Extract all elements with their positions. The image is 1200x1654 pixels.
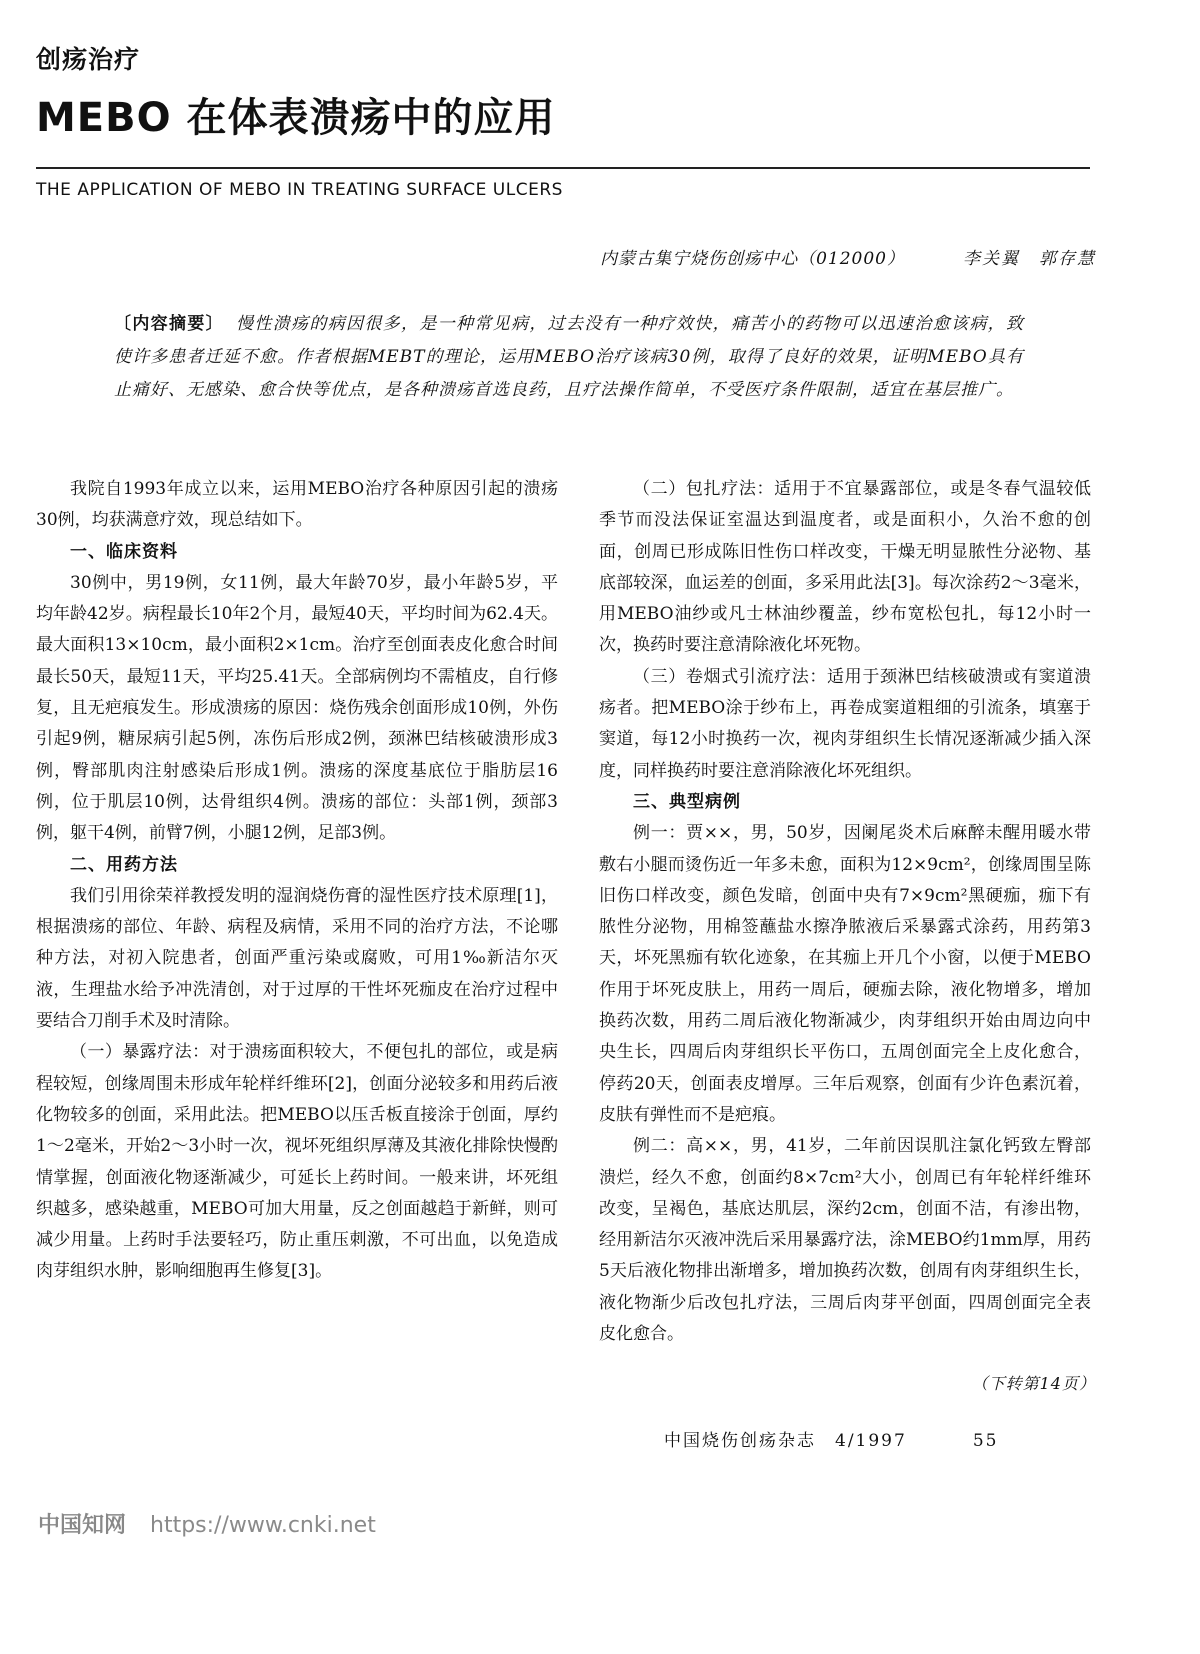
affiliation: 内蒙古集宁烧伤创疡中心（012000） <box>600 249 905 269</box>
page-footer <box>664 1426 998 1451</box>
article-title: MEBO 在体表溃疡中的应用 <box>36 95 556 141</box>
section-heading-clinical: 一、临床资料 <box>70 541 178 562</box>
right-column <box>599 474 1091 1350</box>
section-heading-cases: 三、典型病例 <box>633 791 741 812</box>
abstract <box>114 308 1024 407</box>
clinical-data-paragraph: 30例中，男19例，女11例，最大年龄70岁，最小年龄5岁，平均年龄42岁。病程最长10年2个月，最短40天，平均时间为62.4天。最大面积13×10cm，最小面积2×1cm。治疗至创面表皮化愈合时间最长50天，最短11天，平均25.41天。全部病例均不需植皮，自行修复，且无疤痕发生。形成溃疡的原因：烧伤残余创面形成10例，外伤引起9例，糖尿病引起5例，冻伤后形成2例，颈淋巴结核破溃形成3例，臀部肌肉注射感染后形成1例。溃疡的深度基底位于脂肪层16例，位于肌层10例，达骨组织4例。溃疡的部位：头部1例，颈部3例，躯干4例，前臂7例，小腿12例，足部3例。 <box>36 572 558 844</box>
english-title: THE APPLICATION OF MEBO IN TREATING SURFACE ULCERS <box>36 180 563 200</box>
section-tag: 创疡治疗 <box>36 45 141 74</box>
watermark-url: https://www.cnki.net <box>150 1513 376 1538</box>
continued-note: （下转第14页） <box>971 1374 1096 1393</box>
bandage-therapy-paragraph: （二）包扎疗法：适用于不宜暴露部位，或是冬春气温较低季节而没法保证室温达到温度者，或是面积小，久治不愈的创面，创周已形成陈旧性伤口样改变，干燥无明显脓性分泌物、基底部较深，血运差的创面，多采用此法[3]。每次涂药2～3毫米，用MEBO油纱或凡士林油纱覆盖，纱布宽松包扎，每12小时一次，换药时要注意清除液化坏死物。 <box>599 479 1091 656</box>
title-rule <box>36 167 1090 169</box>
intro-paragraph: 我院自1993年成立以来，运用MEBO治疗各种原因引起的溃疡30例，均获满意疗效，现总结如下。 <box>36 479 558 531</box>
section-heading-method: 二、用药方法 <box>70 854 178 875</box>
affiliation-line <box>600 244 1096 269</box>
cnki-watermark <box>38 1508 376 1539</box>
case-one-paragraph: 例一：贾××，男，50岁，因阑尾炎术后麻醉未醒用暖水带敷右小腿而烫伤近一年多未愈，面积为12×9cm²，创缘周围呈陈旧伤口样改变，颜色发暗，创面中央有7×9cm²黑硬痂，痂下有脓性分泌物，用棉签蘸盐水擦净脓液后采暴露式涂药，用药第3天，坏死黑痂有软化迹象，在其痂上开几个小窗，以便于MEBO作用于坏死皮肤上，用药一周后，硬痂去除，液化物增多，增加换药次数，用药二周后液化物渐减少，肉芽组织开始由周边向中央生长，四周后肉芽组织长平伤口，五周创面完全上皮化愈合，停药20天，创面表皮增厚。三年后观察，创面有少许色素沉着，皮肤有弹性而不是疤痕。 <box>599 823 1091 1125</box>
case-two-paragraph: 例二：高××，男，41岁，二年前因误肌注氯化钙致左臀部溃烂，经久不愈，创面约8×7cm²大小，创周已有年轮样纤维环改变，呈褐色，基底达肌层，深约2cm，创面不洁，有渗出物，经用新洁尔灭液冲洗后采用暴露疗法，涂MEBO约1mm厚，用药5天后液化物排出渐增多，增加换药次数，创周有肉芽组织生长，液化物渐少后改包扎疗法，三周后肉芽平创面，四周创面完全表皮化愈合。 <box>599 1136 1091 1345</box>
abstract-label: 〔内容摘要〕 <box>114 314 224 334</box>
method-paragraph: 我们引用徐荣祥教授发明的湿润烧伤膏的湿性医疗技术原理[1]，根据溃疡的部位、年龄、病程及病情，采用不同的治疗方法，不论哪种方法，对初入院患者，创面严重污染或腐败，可用1‰新洁尔灭液，生理盐水给予冲洗清创，对于过厚的干性坏死痂皮在治疗过程中要结合刀削手术及时清除。 <box>36 885 558 1032</box>
abstract-text: 慢性溃疡的病因很多，是一种常见病，过去没有一种疗效快，痛苦小的药物可以迅速治愈该病，致使许多患者迁延不愈。作者根据MEBT的理论，运用MEBO治疗该病30例，取得了良好的效果，证明MEBO具有止痛好、无感染、愈合快等优点，是各种溃疡首选良药，且疗法操作简单，不受医疗条件限制，适宜在基层推广。 <box>114 314 1024 400</box>
journal-issue: 中国烧伤创疡杂志 4/1997 <box>664 1431 907 1451</box>
watermark-logo: 中国知网 <box>38 1513 127 1538</box>
drainage-therapy-paragraph: （三）卷烟式引流疗法：适用于颈淋巴结核破溃或有窦道溃疡者。把MEBO涂于纱布上，再卷成窦道粗细的引流条，填塞于窦道，每12小时换药一次，视肉芽组织生长情况逐渐减少插入深度，同样换药时要注意消除液化坏死组织。 <box>599 666 1091 781</box>
authors: 李关翼 郭存慧 <box>963 249 1096 269</box>
left-column <box>36 474 558 1288</box>
page-number: 55 <box>972 1431 999 1451</box>
exposure-therapy-paragraph: （一）暴露疗法：对于溃疡面积较大，不便包扎的部位，或是病程较短，创缘周围未形成年轮样纤维环[2]，创面分泌较多和用药后液化物较多的创面，采用此法。把MEBO以压舌板直接涂于创面，厚约1～2毫米，开始2～3小时一次，视坏死组织厚薄及其液化排除快慢酌情掌握，创面液化物逐渐减少，可延长上药时间。一般来讲，坏死组织越多，感染越重，MEBO可加大用量，反之创面越趋于新鲜，则可减少用量。上药时手法要轻巧，防止重压刺激，不可出血，以免造成肉芽组织水肿，影响细胞再生修复[3]。 <box>36 1042 558 1282</box>
